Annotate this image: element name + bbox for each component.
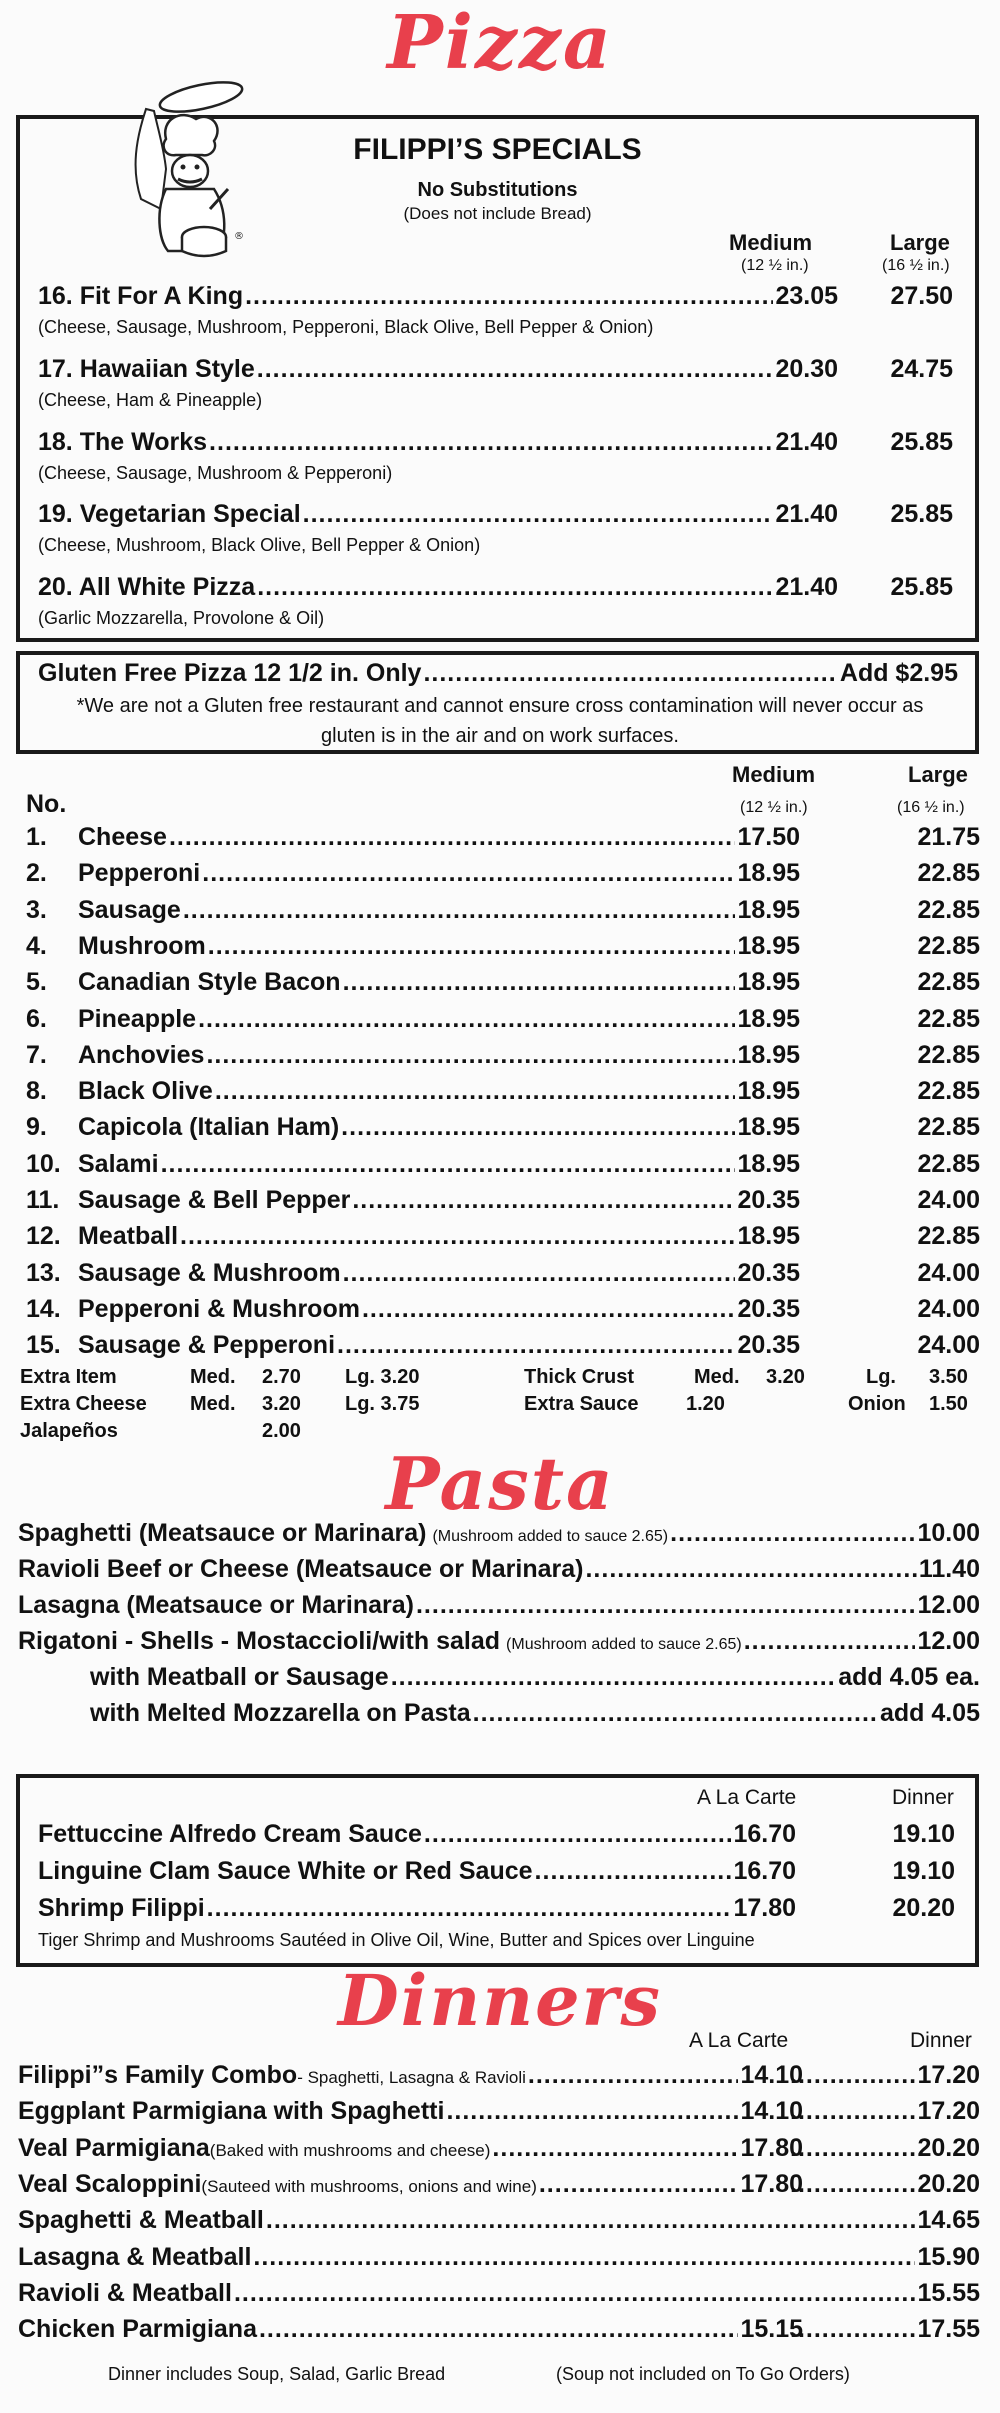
pasta-addon-price: add 4.05 <box>879 1699 980 1727</box>
specials-item-name: 19. Vegetarian Special <box>38 500 301 528</box>
pasta-box-item <box>38 1820 796 1849</box>
pizza-item-medium-price: 18.95 <box>737 1149 800 1178</box>
thick-crust-lg: Lg. <box>866 1366 896 1388</box>
pizza-item-large-price: 22.85 <box>917 1222 980 1251</box>
pasta-item-name: Spaghetti (Meatsauce or Marinara) <box>18 1519 427 1547</box>
pizza-item-dots <box>341 1113 735 1142</box>
dinner-item-dots <box>253 2243 915 2272</box>
pasta-box-item-alacarte: 16.70 <box>733 1857 796 1885</box>
pasta-box-col-dinner: Dinner <box>892 1786 954 1809</box>
pizza-col-large: Large <box>908 762 968 787</box>
specials-item-dots <box>303 500 774 529</box>
pasta-box-item-alacarte: 17.80 <box>733 1894 796 1922</box>
pizza-item <box>26 932 800 961</box>
pasta-item-name: Ravioli Beef or Cheese (Meatsauce or Marinara) <box>18 1555 584 1583</box>
dinner-item-dinner-row <box>788 2170 980 2199</box>
pizza-item-number: 5. <box>26 968 47 997</box>
specials-item-dots <box>257 355 774 384</box>
pizza-item-dots <box>161 1150 736 1179</box>
pasta-item <box>18 1519 980 1548</box>
thick-crust-label: Thick Crust <box>524 1366 635 1388</box>
pizza-item-dots <box>180 1222 735 1251</box>
pizza-item-medium-price: 20.35 <box>737 1331 800 1360</box>
dinner-item-dots <box>259 2315 738 2344</box>
pizza-item <box>26 1331 800 1360</box>
pasta-addon-price: add 4.05 ea. <box>838 1663 980 1691</box>
pizza-item-number: 9. <box>26 1113 47 1142</box>
dinner-item-name: Filippi”s Family Combo <box>18 2061 298 2089</box>
dinner-item-note: (Sauteed with mushrooms, onions and wine) <box>201 2176 537 2196</box>
pizza-item-large-price: 22.85 <box>917 1149 980 1178</box>
pasta-box-item-dinner: 20.20 <box>892 1894 955 1922</box>
pizza-item-dots <box>352 1186 735 1215</box>
pasta-addon-name: with Meatball or Sausage <box>90 1663 389 1691</box>
dinner-item <box>18 2170 803 2199</box>
dinner-item-dinner-dots <box>790 2315 915 2344</box>
specials-item-large-price: 24.75 <box>890 355 953 383</box>
specials-col-large-size: (16 ½ in.) <box>882 257 950 274</box>
pasta-heading: Pasta <box>385 1441 615 1526</box>
pasta-item <box>18 1591 980 1620</box>
pizza-item <box>26 1041 800 1070</box>
dinner-item-dinner: 20.20 <box>917 2169 980 2198</box>
pizza-item-name: Canadian Style Bacon <box>78 968 341 997</box>
pizza-item-medium-price: 18.95 <box>737 1040 800 1069</box>
pizza-item-name: Sausage <box>78 895 181 924</box>
specials-item <box>38 355 838 384</box>
dinner-item-name: Veal Parmigiana <box>18 2133 210 2162</box>
dinner-item-alacarte: 17.80 <box>740 2133 803 2162</box>
pizza-col-medium: Medium <box>732 762 816 787</box>
pizza-item-dots <box>169 823 735 852</box>
pizza-col-large-size: (16 ½ in.) <box>897 799 965 816</box>
extra-sauce-label: Extra Sauce <box>524 1393 639 1415</box>
dinner-item-dinner-dots <box>790 2061 915 2090</box>
pasta-box-item-name: Shrimp Filippi <box>38 1894 205 1922</box>
pizza-item <box>26 1222 800 1251</box>
pizza-item-name: Black Olive <box>78 1077 213 1106</box>
specials-item-name: 20. All White Pizza <box>38 573 256 601</box>
dinner-item-alacarte: 15.15 <box>740 2315 803 2344</box>
extra-sauce-price: 1.20 <box>686 1393 725 1415</box>
jalapenos-price: 2.00 <box>262 1420 301 1442</box>
pizza-item-large-price: 22.85 <box>917 859 980 888</box>
specials-item-medium-price: 21.40 <box>775 573 838 601</box>
pizza-item-name: Sausage & Mushroom <box>78 1258 341 1287</box>
extra-item-lg: Lg. 3.20 <box>345 1366 420 1388</box>
specials-box <box>16 115 979 642</box>
dinner-item <box>18 2279 980 2308</box>
pasta-box-note: Tiger Shrimp and Mushrooms Sautéed in Olive Oil, Wine, Butter and Spices over Linguine <box>38 1930 755 1950</box>
dinner-item-name: Ravioli & Meatball <box>18 2278 232 2307</box>
specials-item-name: 18. The Works <box>38 428 208 456</box>
dinner-item-alacarte: 17.80 <box>740 2169 803 2198</box>
pasta-item <box>18 1627 980 1656</box>
pasta-box-item-dinner: 19.10 <box>892 1820 955 1848</box>
gluten-row <box>38 659 958 688</box>
pizza-item-name: Pepperoni <box>78 859 201 888</box>
dinner-item-dots <box>539 2170 739 2199</box>
pizza-item-medium-price: 18.95 <box>737 895 800 924</box>
pizza-heading: Pizza <box>387 0 613 86</box>
pasta-item-note: (Mushroom added to sauce 2.65) <box>432 1528 669 1545</box>
pasta-item <box>18 1555 980 1584</box>
pizza-item-large-price: 24.00 <box>917 1186 980 1214</box>
dinner-item-dinner-row <box>788 2061 980 2090</box>
dinner-item-dinner: 15.90 <box>917 2242 980 2271</box>
pizza-item-dots <box>343 1259 736 1288</box>
extra-cheese-med-price: 3.20 <box>262 1393 301 1415</box>
dinner-item-name: Spaghetti & Meatball <box>18 2206 264 2235</box>
dinner-item-dinner: 17.55 <box>917 2315 980 2344</box>
dinner-item <box>18 2061 803 2090</box>
specials-item-name: 17. Hawaiian Style <box>38 355 255 383</box>
pasta-box-item <box>38 1857 796 1886</box>
extra-cheese-label: Extra Cheese <box>20 1393 147 1415</box>
pizza-item-number: 13. <box>26 1258 61 1287</box>
pizza-item <box>26 896 800 925</box>
pasta-item-price: 11.40 <box>918 1555 980 1583</box>
pasta-box-item-name: Fettuccine Alfredo Cream Sauce <box>38 1820 422 1848</box>
specials-item-desc: (Garlic Mozzarella, Provolone & Oil) <box>38 608 325 628</box>
pasta-box-item <box>38 1894 796 1923</box>
dinner-item-dinner: 17.20 <box>917 2097 980 2126</box>
specials-item-large-price: 27.50 <box>890 282 953 310</box>
pizza-item-number: 8. <box>26 1077 47 1106</box>
pizza-item-dots <box>362 1295 735 1324</box>
pizza-item-large-price: 22.85 <box>917 895 980 924</box>
pasta-item-name: Rigatoni - Shells - Mostaccioli/with salad <box>18 1627 501 1655</box>
dinner-item-dinner-dots <box>790 2097 915 2126</box>
dinner-item-dinner-row <box>788 2315 980 2344</box>
pasta-item-dots <box>744 1627 916 1656</box>
pasta-box-item-alacarte: 16.70 <box>733 1820 796 1848</box>
specials-item-medium-price: 23.05 <box>775 282 838 310</box>
dinner-item-dinner: 20.20 <box>917 2133 980 2162</box>
pizza-item-name: Sausage & Pepperoni <box>78 1331 336 1360</box>
gluten-price: Add $2.95 <box>839 659 958 687</box>
specials-item-medium-price: 20.30 <box>775 355 838 383</box>
dinners-footer-left: Dinner includes Soup, Salad, Garlic Bread <box>108 2364 446 2384</box>
specials-col-medium-size: (12 ½ in.) <box>741 257 809 274</box>
pizza-item-medium-price: 18.95 <box>737 968 800 997</box>
pizza-item-name: Pineapple <box>78 1004 197 1033</box>
dinner-item-name: Chicken Parmigiana <box>18 2315 257 2344</box>
specials-note: (Does not include Bread) <box>403 204 592 223</box>
dinner-item-dinner-row <box>788 2134 980 2163</box>
pizza-item-number: 12. <box>26 1222 61 1251</box>
dinner-item-dinner-row <box>788 2097 980 2126</box>
dinner-item-dots <box>266 2206 916 2235</box>
specials-col-medium: Medium <box>729 230 813 255</box>
dinner-item-dinner: 14.65 <box>917 2206 980 2235</box>
pasta-box-col-alacarte: A La Carte <box>697 1786 797 1809</box>
specials-item-dots <box>209 428 773 457</box>
gluten-dots <box>423 659 837 688</box>
pizza-item-number: 11. <box>26 1186 60 1214</box>
pizza-item-medium-price: 18.95 <box>737 1113 800 1142</box>
extra-item-med-price: 2.70 <box>262 1366 301 1388</box>
specials-item <box>38 282 838 311</box>
svg-text:®: ® <box>234 231 244 242</box>
pizza-item-name: Capicola (Italian Ham) <box>78 1113 340 1142</box>
dinner-item-dots <box>446 2097 738 2126</box>
pasta-box-item-dots <box>424 1820 732 1849</box>
pizza-item-dots <box>343 968 736 997</box>
specials-item-desc: (Cheese, Ham & Pineapple) <box>38 390 263 410</box>
pizza-item-number: 15. <box>26 1331 61 1360</box>
pizza-item <box>26 1295 800 1324</box>
dinner-item-alacarte: 14.10 <box>740 2097 803 2126</box>
pizza-no-label: No. <box>26 790 67 818</box>
pasta-addon <box>90 1699 980 1728</box>
onion-price: 1.50 <box>929 1393 968 1415</box>
pizza-item-dots <box>208 932 736 961</box>
specials-item-desc: (Cheese, Sausage, Mushroom & Pepperoni) <box>38 463 393 483</box>
pizza-item-dots <box>337 1331 735 1360</box>
pizza-item-number: 2. <box>26 859 47 888</box>
dinner-item-note: - Spaghetti, Lasagna & Ravioli <box>297 2068 526 2087</box>
dinner-item-name: Veal Scaloppini <box>18 2169 202 2198</box>
pasta-box-item-name: Linguine Clam Sauce White or Red Sauce <box>38 1857 533 1885</box>
pizza-item-medium-price: 18.95 <box>737 1004 800 1033</box>
dinners-footer-right: (Soup not included on To Go Orders) <box>556 2364 850 2384</box>
pizza-item-large-price: 21.75 <box>917 823 980 851</box>
onion-label: Onion <box>848 1393 906 1415</box>
pizza-item-large-price: 24.00 <box>917 1294 980 1323</box>
pasta-addon-name: with Melted Mozzarella on Pasta <box>90 1699 471 1727</box>
pizza-item-name: Mushroom <box>78 931 206 960</box>
pizza-item <box>26 1186 800 1215</box>
pasta-item-price: 12.00 <box>917 1627 980 1655</box>
dinner-item-dots <box>492 2134 738 2163</box>
pizza-item-large-price: 22.85 <box>917 1077 980 1106</box>
dinners-col-alacarte: A La Carte <box>689 2029 789 2052</box>
pizza-item-name: Meatball <box>78 1222 179 1251</box>
pizza-item-dots <box>215 1077 736 1106</box>
thick-crust-lg-price: 3.50 <box>929 1366 968 1388</box>
pasta-item-dots <box>416 1591 915 1620</box>
dinner-item-alacarte: 14.10 <box>740 2061 803 2089</box>
pizza-item-number: 1. <box>26 823 47 851</box>
pizza-item-medium-price: 18.95 <box>737 1077 800 1106</box>
dinner-item-dots <box>234 2279 915 2308</box>
pizza-item <box>26 823 800 852</box>
pizza-item-large-price: 22.85 <box>917 931 980 960</box>
pasta-item-price: 10.00 <box>917 1519 980 1547</box>
dinners-col-dinner: Dinner <box>910 2029 972 2052</box>
pizza-item-dots <box>183 896 736 925</box>
pizza-item-number: 6. <box>26 1004 47 1033</box>
specials-item-desc: (Cheese, Mushroom, Black Olive, Bell Pepper & Onion) <box>38 535 481 555</box>
pizza-item-large-price: 22.85 <box>917 1004 980 1033</box>
pizza-item <box>26 1150 800 1179</box>
pizza-item-name: Cheese <box>78 823 167 851</box>
specials-subtitle: No Substitutions <box>417 179 578 201</box>
pizza-item-large-price: 22.85 <box>917 1040 980 1069</box>
pizza-item-name: Sausage & Bell Pepper <box>78 1186 351 1214</box>
specials-col-large: Large <box>890 230 950 255</box>
specials-item-desc: (Cheese, Sausage, Mushroom, Pepperoni, Black Olive, Bell Pepper & Onion) <box>38 317 654 337</box>
gluten-box <box>16 651 979 754</box>
dinner-item-dinner-dots <box>790 2170 915 2199</box>
pizza-col-medium-size: (12 ½ in.) <box>740 799 808 816</box>
pizza-item <box>26 1259 800 1288</box>
pizza-item <box>26 859 800 888</box>
specials-item-name: 16. Fit For A King <box>38 282 244 310</box>
specials-title: FILIPPI’S SPECIALS <box>353 133 642 166</box>
dinner-item-note: (Baked with mushrooms and cheese) <box>209 2140 491 2160</box>
pizza-item-medium-price: 18.95 <box>737 1222 800 1251</box>
pizza-item-large-price: 24.00 <box>917 1331 980 1360</box>
dinner-item <box>18 2315 803 2344</box>
pizza-item-medium-price: 20.35 <box>737 1294 800 1323</box>
dinner-item-dinner-dots <box>790 2134 915 2163</box>
pizza-item-name: Anchovies <box>78 1040 205 1069</box>
specials-item <box>38 500 838 529</box>
dinners-heading: Dinners <box>338 1959 662 2042</box>
pizza-item <box>26 968 800 997</box>
pasta-item-note: (Mushroom added to sauce 2.65) <box>506 1636 742 1653</box>
jalapenos-label: Jalapeños <box>20 1420 118 1442</box>
dinner-item-name: Lasagna & Meatball <box>18 2242 252 2271</box>
pizza-item <box>26 1005 800 1034</box>
specials-item-dots <box>257 573 773 602</box>
dinner-item-name: Eggplant Parmigiana with Spaghetti <box>18 2097 445 2126</box>
dinner-item-dinner: 15.55 <box>917 2278 980 2307</box>
chef-logo-icon <box>106 79 256 259</box>
specials-item <box>38 573 838 602</box>
pizza-item-number: 14. <box>26 1294 61 1323</box>
pizza-item-medium-price: 17.50 <box>737 823 800 851</box>
pizza-item-number: 4. <box>26 931 47 960</box>
specials-item-large-price: 25.85 <box>890 500 953 528</box>
pizza-item-name: Salami <box>78 1149 159 1178</box>
gluten-label: Gluten Free Pizza 12 1/2 in. Only <box>38 659 422 687</box>
pizza-item <box>26 1113 800 1142</box>
pasta-box-item-dots <box>207 1894 732 1923</box>
pasta-addon <box>90 1663 980 1692</box>
specials-item-large-price: 25.85 <box>890 573 953 601</box>
specials-item <box>38 428 838 457</box>
pizza-item-dots <box>206 1041 735 1070</box>
pizza-item-number: 7. <box>26 1040 47 1069</box>
pizza-item-dots <box>202 859 735 888</box>
specials-item-medium-price: 21.40 <box>775 500 838 528</box>
pasta-item-dots <box>585 1555 916 1584</box>
pizza-item <box>26 1077 800 1106</box>
dinner-item <box>18 2134 803 2163</box>
pizza-item-medium-price: 18.95 <box>737 931 800 960</box>
pasta-item-dots <box>670 1519 915 1548</box>
dinner-item-dots <box>528 2061 739 2090</box>
pizza-item-dots <box>198 1005 735 1034</box>
pizza-item-large-price: 22.85 <box>917 1113 980 1142</box>
extras-section <box>0 1366 1000 1446</box>
pizza-item-number: 10. <box>26 1149 61 1178</box>
pasta-addon-dots <box>473 1699 878 1728</box>
pasta-item-price: 12.00 <box>917 1591 980 1619</box>
extra-cheese-lg: Lg. 3.75 <box>345 1393 420 1415</box>
pasta-box-item-dots <box>535 1857 732 1886</box>
specials-item-large-price: 25.85 <box>890 428 953 456</box>
dinner-item-dinner: 17.20 <box>917 2061 980 2089</box>
gluten-note: *We are not a Gluten free restaurant and cannot ensure cross contamination will never occur as gluten is in the air and on work surfaces. <box>76 695 924 747</box>
specials-item-dots <box>245 282 773 311</box>
specials-item-medium-price: 21.40 <box>775 428 838 456</box>
pizza-item-medium-price: 20.35 <box>737 1258 800 1287</box>
pasta-box-item-dinner: 19.10 <box>892 1857 955 1885</box>
thick-crust-med-price: 3.20 <box>766 1366 805 1388</box>
thick-crust-med: Med. <box>694 1366 740 1388</box>
extra-cheese-med: Med. <box>190 1393 236 1415</box>
pasta-box <box>16 1774 979 1967</box>
dinner-item <box>18 2243 980 2272</box>
pizza-item-name: Pepperoni & Mushroom <box>78 1294 360 1323</box>
dinner-item <box>18 2206 980 2235</box>
pizza-item-large-price: 22.85 <box>917 968 980 997</box>
extra-item-label: Extra Item <box>20 1366 117 1388</box>
pasta-item-name: Lasagna (Meatsauce or Marinara) <box>18 1591 414 1619</box>
pizza-item-number: 3. <box>26 895 47 924</box>
pizza-item-medium-price: 18.95 <box>737 859 800 888</box>
pizza-item-medium-price: 20.35 <box>737 1186 800 1214</box>
pizza-item-large-price: 24.00 <box>917 1258 980 1287</box>
pasta-addon-dots <box>391 1663 837 1692</box>
extra-item-med: Med. <box>190 1366 236 1388</box>
dinner-item <box>18 2097 803 2126</box>
